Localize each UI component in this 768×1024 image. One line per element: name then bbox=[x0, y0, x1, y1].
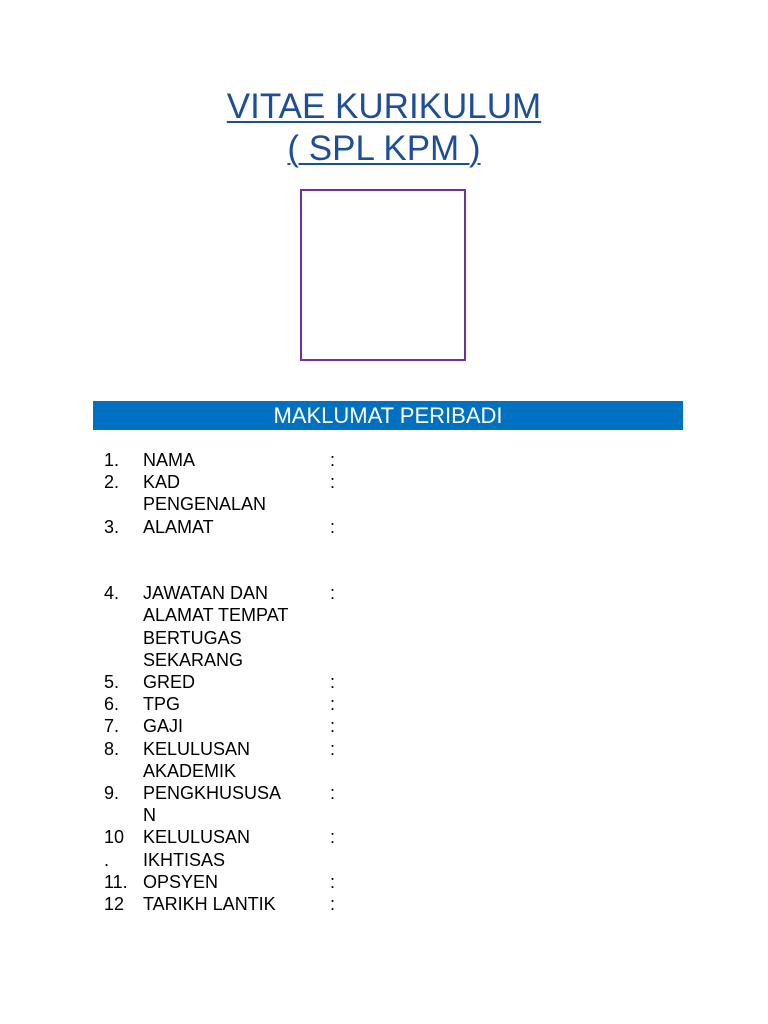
field-number: 8. bbox=[104, 738, 120, 759]
field-row bbox=[0, 449, 768, 471]
field-colon: : bbox=[330, 583, 336, 604]
field-number: 11. bbox=[104, 871, 128, 892]
field-label: ALAMAT bbox=[143, 516, 214, 537]
field-number: 10 . bbox=[104, 827, 125, 870]
field-number: 12 bbox=[104, 893, 125, 914]
field-row bbox=[0, 582, 768, 671]
field-row bbox=[0, 471, 768, 515]
field-colon: : bbox=[330, 738, 336, 759]
field-number: 1. bbox=[104, 450, 120, 470]
field-number: 9. bbox=[104, 782, 120, 803]
field-label: NAMA bbox=[143, 450, 196, 470]
photo-placeholder bbox=[300, 189, 466, 361]
field-number: 3. bbox=[104, 516, 120, 537]
field-label: GRED bbox=[143, 671, 196, 692]
field-row bbox=[0, 738, 768, 782]
field-colon: : bbox=[330, 716, 336, 737]
field-colon: : bbox=[330, 472, 336, 493]
document-subtitle: ( SPL KPM ) bbox=[287, 129, 481, 168]
field-label: TPG bbox=[143, 694, 181, 715]
field-row bbox=[0, 516, 768, 583]
personal-info-list bbox=[0, 449, 768, 915]
field-colon: : bbox=[330, 782, 336, 803]
field-colon: : bbox=[330, 893, 336, 914]
field-label: JAWATAN DAN ALAMAT TEMPAT BERTUGAS SEKARANG bbox=[143, 583, 289, 670]
field-number: 6. bbox=[104, 694, 120, 715]
section-header-banner: MAKLUMAT PERIBADI bbox=[93, 401, 683, 430]
field-row bbox=[0, 693, 768, 715]
field-number: 2. bbox=[104, 472, 120, 493]
field-colon: : bbox=[330, 671, 336, 692]
field-row bbox=[0, 826, 768, 870]
field-row bbox=[0, 715, 768, 737]
field-row bbox=[0, 893, 768, 915]
field-label: PENGKHUSUSA N bbox=[143, 782, 282, 826]
field-number: 7. bbox=[104, 716, 120, 737]
field-colon: : bbox=[330, 450, 336, 470]
field-label: OPSYEN bbox=[143, 871, 219, 892]
field-label: KELULUSAN AKADEMIK bbox=[143, 738, 251, 781]
document-title: VITAE KURIKULUM bbox=[226, 87, 542, 126]
field-colon: : bbox=[330, 871, 336, 892]
field-label: KAD PENGENALAN bbox=[143, 472, 267, 515]
field-number: 5. bbox=[104, 671, 120, 692]
field-label: GAJI bbox=[143, 716, 184, 737]
field-row bbox=[0, 671, 768, 693]
field-label: TARIKH LANTIK bbox=[143, 893, 276, 914]
field-colon: : bbox=[330, 827, 336, 848]
field-colon: : bbox=[330, 516, 336, 537]
field-colon: : bbox=[330, 694, 336, 715]
field-row bbox=[0, 782, 768, 826]
field-number: 4. bbox=[104, 583, 120, 604]
field-label: KELULUSAN IKHTISAS bbox=[143, 827, 251, 870]
field-row bbox=[0, 871, 768, 893]
